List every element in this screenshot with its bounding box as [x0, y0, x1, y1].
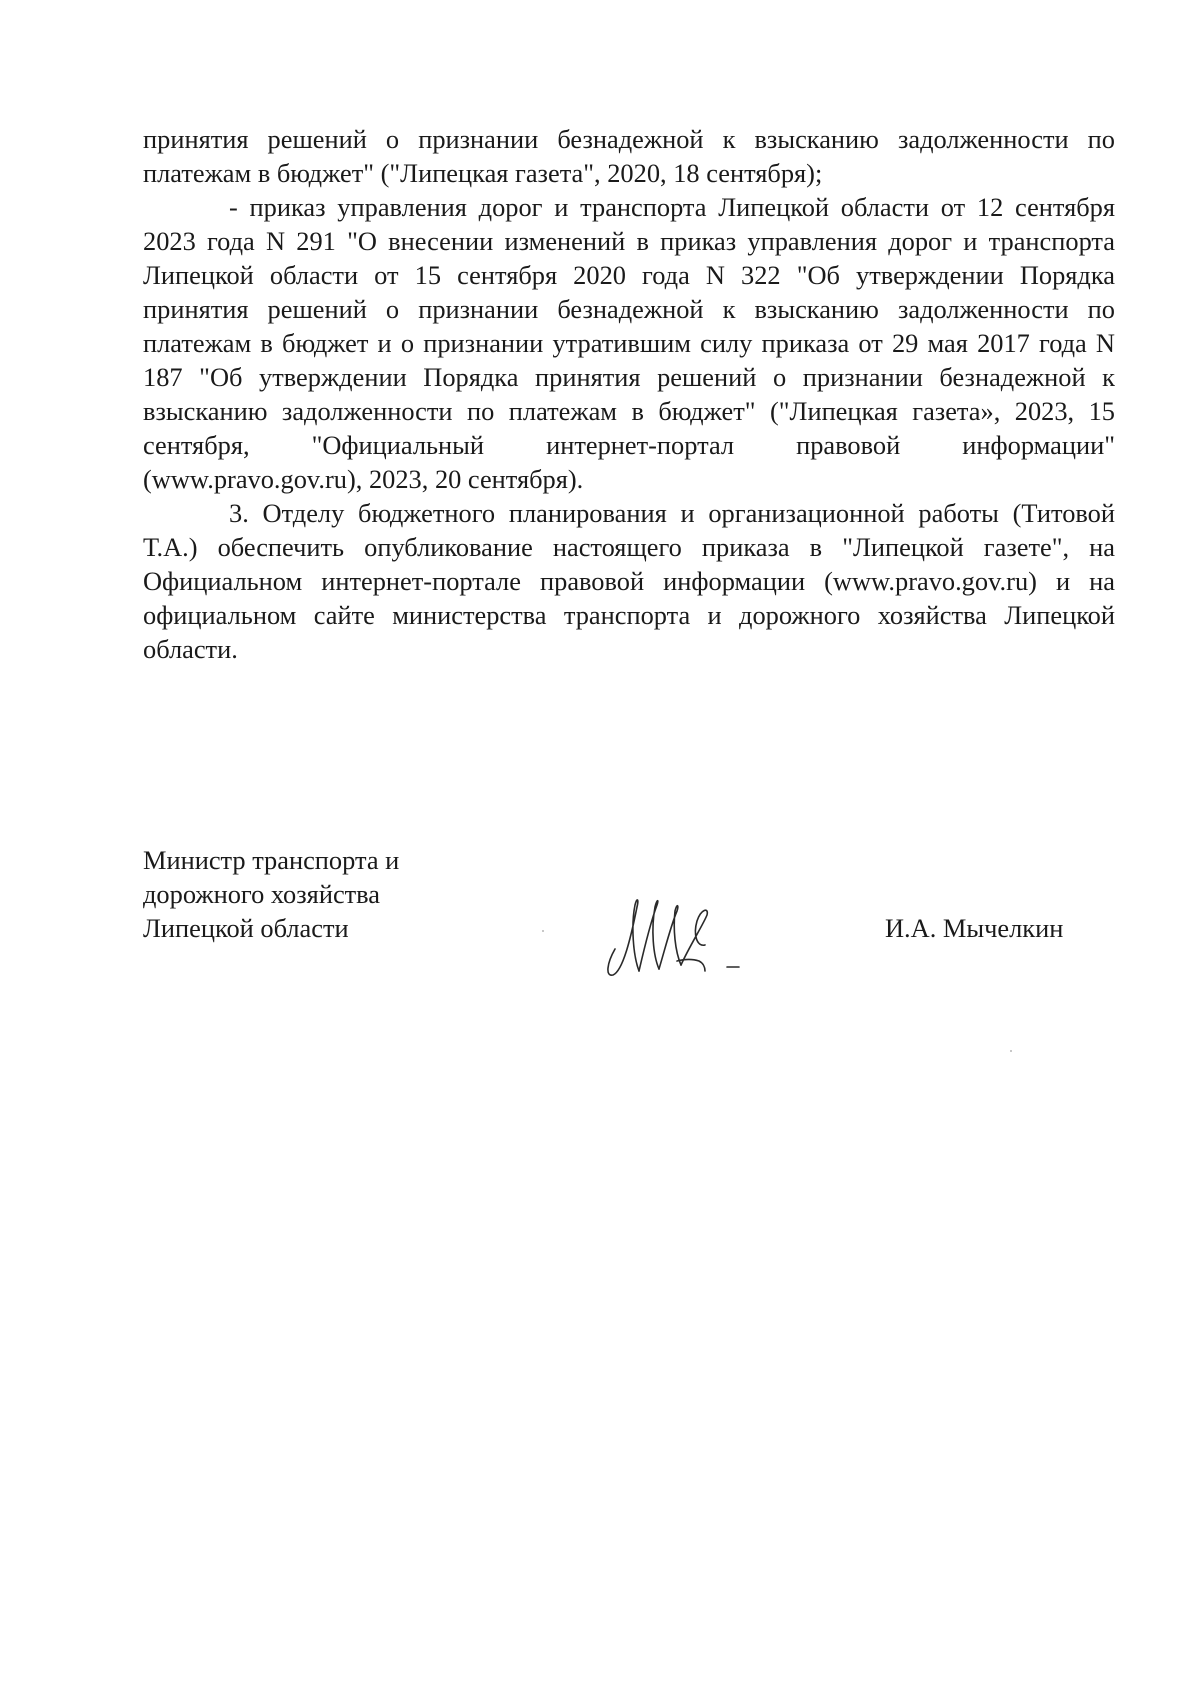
paragraph-continuation: принятия решений о признании безнадежной к взысканию задолженности по платежам в бюджет" ("Липецкая газета", 2020, 18 сентября);	[143, 124, 1115, 188]
signer-title-line: Липецкой области	[143, 913, 349, 943]
signer-title	[143, 843, 503, 945]
signer-name: И.А. Мычелкин	[885, 913, 1064, 943]
handwritten-signature-icon	[593, 885, 763, 985]
signer-title-line: дорожного хозяйства	[143, 879, 381, 909]
signature-block	[143, 843, 1115, 983]
signature-drawing	[593, 885, 763, 985]
document-body	[143, 122, 1115, 666]
scan-speck	[542, 930, 544, 932]
scan-speck	[1010, 1050, 1012, 1052]
paragraph-publication-instruction: 3. Отделу бюджетного планирования и организационной работы (Титовой Т.А.) обеспечить опубликование настоящего приказа в "Липецкой газете", на Официальном интернет-портале правовой информации (www.pravo.gov.ru) и на официальном сайте министерства транспорта и дорожного хозяйства Липецкой области.	[143, 498, 1115, 664]
paragraph-order-amendment: - приказ управления дорог и транспорта Липецкой области от 12 сентября 2023 года N 291 "О внесении изменений в приказ управления дорог и транспорта Липецкой области от 15 сентября 2020 года N 322 "Об утверждении Порядка принятия решений о признании безнадежной к взысканию задолженности по платежам в бюджет и о признании утратившим силу приказа от 29 мая 2017 года N 187 "Об утверждении Порядка принятия решений о признании безнадежной к взысканию задолженности по платежам в бюджет" ("Липецкая газета», 2023, 15 сентября, "Официальный интернет-портал правовой информации" (www.pravo.gov.ru), 2023, 20 сентября).	[143, 192, 1115, 494]
signer-title-line: Министр транспорта и	[143, 845, 400, 875]
